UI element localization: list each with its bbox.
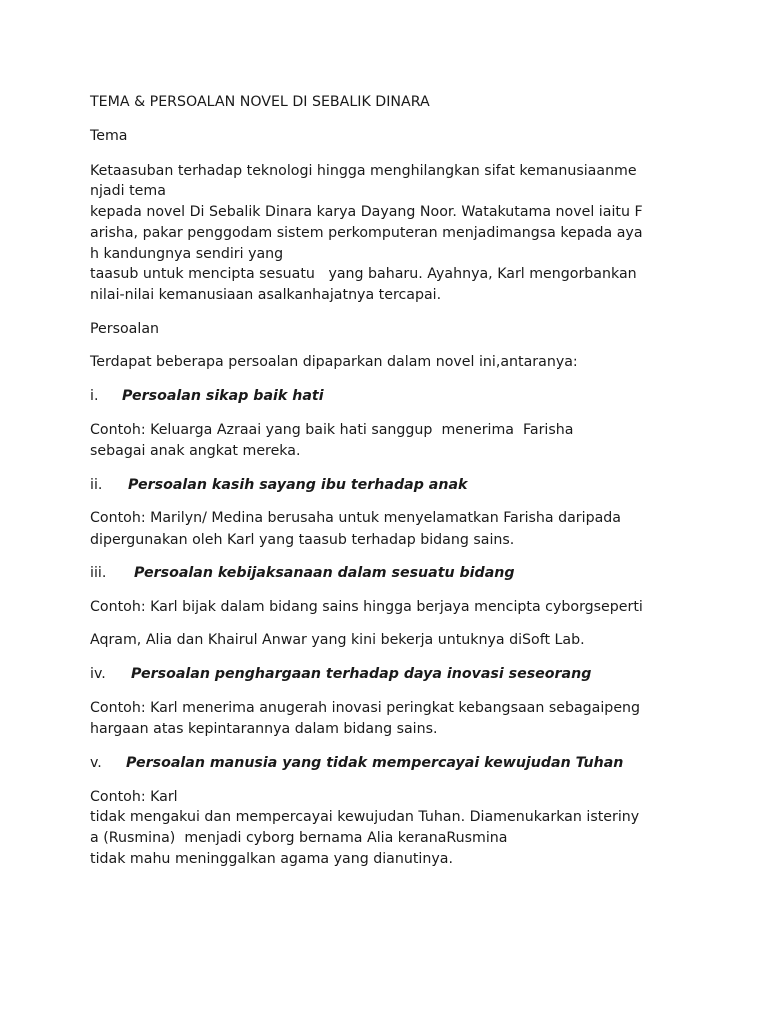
item-example-line: Aqram, Alia dan Khairul Anwar yang kini bekerja untuknya diSoft Lab. [90, 632, 585, 648]
tema-line: nilai-nilai kemanusiaan asalkanhajatnya tercapai. [90, 287, 442, 303]
item-marker: ii. [90, 477, 103, 493]
tema-line: h kandungnya sendiri yang [90, 246, 284, 262]
item-example-line: Contoh: Karl menerima anugerah inovasi peringkat kebangsaan sebagaipeng [90, 700, 641, 716]
item-title: Persoalan sikap baik hati [122, 388, 324, 404]
item-example-line: Contoh: Marilyn/ Medina berusaha untuk menyelamatkan Farisha daripada [90, 510, 621, 526]
persoalan-intro: Terdapat beberapa persoalan dipaparkan dalam novel ini,antaranya: [90, 354, 578, 370]
section-heading-tema: Tema [90, 128, 128, 144]
item-title: Persoalan manusia yang tidak mempercayai kewujudan Tuhan [126, 755, 624, 771]
tema-line: njadi tema [90, 183, 166, 199]
tema-line: arisha, pakar penggodam sistem perkomputeran menjadimangsa kepada aya [90, 225, 643, 241]
tema-line: taasub untuk mencipta sesuatu yang baharu. Ayahnya, Karl mengorbankan [90, 266, 637, 282]
item-marker: iv. [90, 666, 106, 682]
item-example-line: Contoh: Karl [90, 789, 178, 805]
tema-line: kepada novel Di Sebalik Dinara karya Dayang Noor. Watakutama novel iaitu F [90, 204, 643, 220]
item-title: Persoalan kasih sayang ibu terhadap anak [128, 477, 468, 493]
item-marker: v. [90, 755, 102, 771]
item-example-line: tidak mahu meninggalkan agama yang dianutinya. [90, 851, 453, 867]
item-example-line: Contoh: Karl bijak dalam bidang sains hingga berjaya mencipta cyborgseperti [90, 599, 643, 615]
item-example-line: Contoh: Keluarga Azraai yang baik hati sanggup menerima Farisha [90, 422, 574, 438]
item-marker: iii. [90, 565, 107, 581]
tema-line: Ketaasuban terhadap teknologi hingga menghilangkan sifat kemanusiaanme [90, 163, 637, 179]
document-title: TEMA & PERSOALAN NOVEL DI SEBALIK DINARA [90, 94, 430, 110]
item-example-line: dipergunakan oleh Karl yang taasub terhadap bidang sains. [90, 532, 515, 548]
item-example-line: tidak mengakui dan mempercayai kewujudan Tuhan. Diamenukarkan isteriny [90, 809, 640, 825]
item-title: Persoalan penghargaan terhadap daya inovasi seseorang [131, 666, 592, 682]
item-example-line: a (Rusmina) menjadi cyborg bernama Alia keranaRusmina [90, 830, 508, 846]
item-title: Persoalan kebijaksanaan dalam sesuatu bidang [134, 565, 515, 581]
item-example-line: sebagai anak angkat mereka. [90, 443, 301, 459]
item-example-line: hargaan atas kepintarannya dalam bidang sains. [90, 721, 438, 737]
item-marker: i. [90, 388, 99, 404]
section-heading-persoalan: Persoalan [90, 321, 160, 337]
